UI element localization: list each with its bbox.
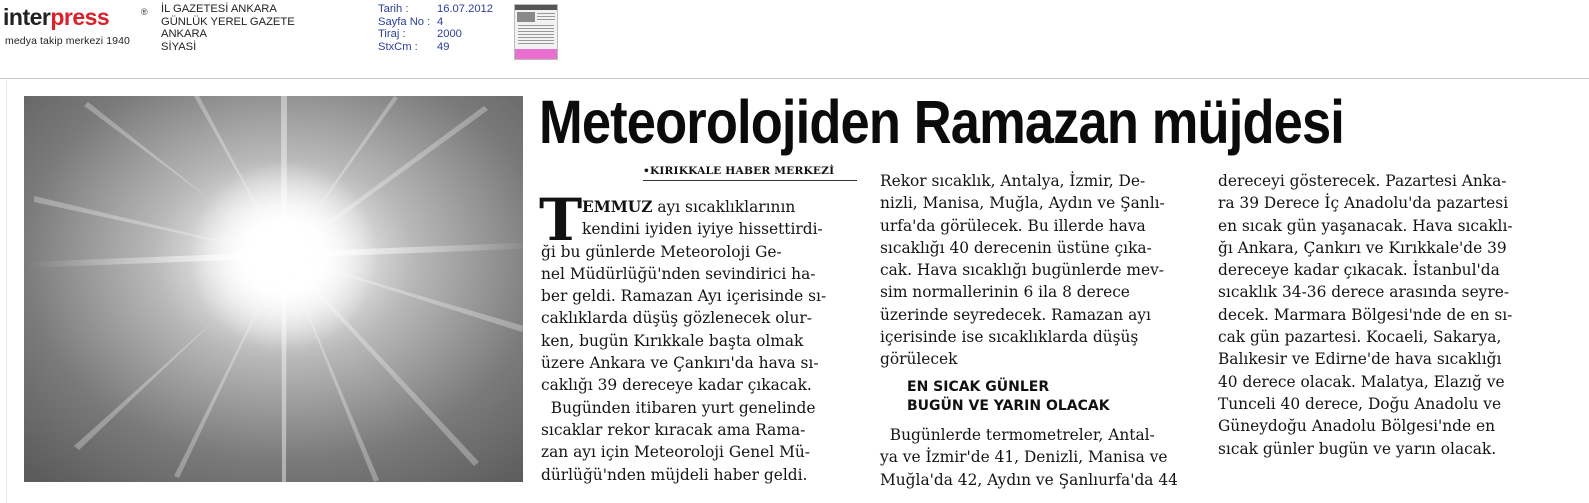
text-line: Bugünlerde termometreler, Antal- (880, 426, 1155, 444)
text-line: zan ayı için Meteoroloji Genel Mü- (541, 443, 810, 462)
article-headline: Meteorolojiden Ramazan müjdesi (539, 88, 1344, 156)
thumb-photo (517, 12, 535, 22)
meta-label: Tarih : (378, 3, 409, 15)
byline-underline (643, 180, 857, 181)
sun-photo (24, 96, 523, 482)
thumb-line (537, 16, 555, 17)
text-line: üzere Ankara ve Çankırı'da hava sı- (541, 354, 819, 373)
text-line: dürlüğü'nden müjdeli haber geldi. (541, 465, 808, 484)
logo-brand-right: press (50, 4, 110, 30)
page-thumbnail[interactable] (514, 4, 558, 60)
text-line (582, 196, 823, 218)
thumb-masthead (515, 5, 557, 10)
text-line: caklıklarda düşüş gözlenecek olur- (541, 309, 812, 328)
text-span: ayı sıcaklıklarının (652, 198, 796, 216)
thumb-line (518, 43, 554, 44)
meta-label: StxCm : (378, 41, 418, 54)
thumb-line (537, 19, 555, 20)
text-line: sıcaklığı 40 derecenin üstüne çıka- (880, 238, 1152, 257)
logo-brand-left: inter (3, 4, 51, 30)
text-line: en sıcak gün yaşanacak. Hava sıcaklı- (1218, 216, 1513, 235)
text-line: Bugünden itibaren yurt genelinde (541, 398, 816, 417)
clipping-meta (378, 3, 493, 54)
drop-cap: T (539, 186, 583, 254)
meta-value: 2000 (437, 28, 462, 41)
text-line: içerisinde ise sıcaklıklarda düşüş (880, 328, 1139, 347)
publication-info (161, 3, 295, 54)
text-line: 40 derece olacak. Malatya, Elazığ ve (1218, 372, 1505, 391)
article-column-2b (880, 424, 1178, 491)
article-column-1-lead (582, 196, 823, 241)
article-column-1 (541, 241, 826, 486)
text-line: caklığı 39 dereceye kadar çıkacak. (541, 376, 812, 395)
text-line: Rekor sıcaklık, Antalya, İzmir, De- (880, 172, 1146, 190)
text-line: ya ve İzmir'de 41, Denizli, Manisa ve (880, 448, 1168, 467)
sun-photo-graphic (24, 96, 523, 482)
text-line: cak gün pazartesi. Kocaeli, Sakarya, (1218, 328, 1502, 347)
subheading-line: EN SICAK GÜNLER (907, 379, 1050, 395)
meta-value: 49 (437, 41, 450, 54)
text-line: nel Müdürlüğü'nden sevindirici ha- (541, 264, 816, 283)
article-subheading (907, 378, 1110, 416)
meta-row-stxcm (378, 41, 493, 54)
thumb-line (518, 25, 554, 26)
publication-name: İL GAZETESİ ANKARA (161, 3, 277, 15)
text-line: ği bu günlerde Meteoroloji Ge- (541, 242, 782, 261)
text-line: nizli, Manisa, Muğla, Aydın ve Şanlı- (880, 194, 1165, 213)
publication-frequency: GÜNLÜK YEREL GAZETE (161, 15, 295, 28)
thumb-line (518, 37, 554, 38)
text-line: Tunceli 40 derece, Doğu Anadolu ve (1218, 394, 1502, 413)
text-line: sim normallerinin 6 ila 8 derece (880, 283, 1130, 302)
meta-value: 4 (437, 15, 444, 28)
publication-category: SİYASİ (161, 41, 197, 54)
text-line: decek. Marmara Bölgesi'nde de en sı- (1218, 305, 1513, 324)
thumb-line (537, 13, 555, 14)
left-margin-line (6, 80, 7, 503)
meta-row-page (378, 16, 493, 29)
text-line: sıcaklık 34-36 derece arasında seyre- (1218, 283, 1510, 302)
text-line: ra 39 Derece İç Anadolu'da pazartesi (1218, 194, 1509, 213)
publication-city: ANKARA (161, 28, 208, 41)
lead-word: EMMUZ (582, 198, 653, 216)
text-line: Balıkesir ve Edirne'de hava sıcaklığı (1218, 350, 1502, 369)
meta-value: 16.07.2012 (437, 3, 493, 15)
article-byline: •KIRIKKALE HABER MERKEZİ (643, 165, 835, 177)
text-line: dereceye kadar çıkacak. İstanbul'da (1218, 261, 1500, 280)
text-line: Güneydoğu Anadolu Bölgesi'nde en (1218, 417, 1496, 436)
logo-wordmark (3, 4, 109, 30)
meta-row-date (378, 3, 493, 16)
text-line: urfa'da görülecek. Bu illerde hava (880, 216, 1146, 235)
thumb-line (518, 31, 554, 32)
text-line: dereceyi gösterecek. Pazartesi Anka- (1218, 172, 1507, 190)
thumb-line (518, 34, 554, 35)
text-line: ken, bugün Kırıkkale başta olmak (541, 331, 804, 350)
subheading-line: BUGÜN VE YARIN OLACAK (907, 398, 1110, 414)
text-line: sıcaklar rekor kıracak ama Rama- (541, 420, 806, 439)
article-column-2 (880, 170, 1165, 371)
article-column-3 (1218, 170, 1513, 460)
meta-label: Sayfa No : (378, 15, 431, 28)
thumb-line (518, 28, 554, 29)
text-line: cak. Hava sıcaklığı bugünlerde mev- (880, 261, 1164, 280)
text-line: Muğla'da 42, Aydın ve Şanlıurfa'da 44 (880, 470, 1178, 489)
text-line: görülecek (880, 350, 958, 369)
logo-registered-mark: ® (141, 7, 148, 17)
text-line: kendini iyiden iyiye hissettirdi- (582, 220, 823, 239)
thumb-line (518, 40, 554, 41)
logo-subtitle: medya takip merkezi 1940 (5, 35, 130, 47)
meta-row-circulation (378, 28, 493, 41)
interpress-logo (3, 4, 153, 50)
text-line: ğı Ankara, Çankırı ve Kırıkkale'de 39 (1218, 238, 1507, 257)
meta-label: Tiraj : (378, 28, 406, 41)
text-line: ber geldi. Ramazan Ayı içerisinde sı- (541, 287, 827, 306)
text-line: üzerinde seyredecek. Ramazan ayı (880, 305, 1151, 324)
text-line: sıcak günler bugün ve yarın olacak. (1218, 439, 1497, 458)
thumb-highlight (515, 49, 557, 59)
header-divider (0, 78, 1589, 79)
